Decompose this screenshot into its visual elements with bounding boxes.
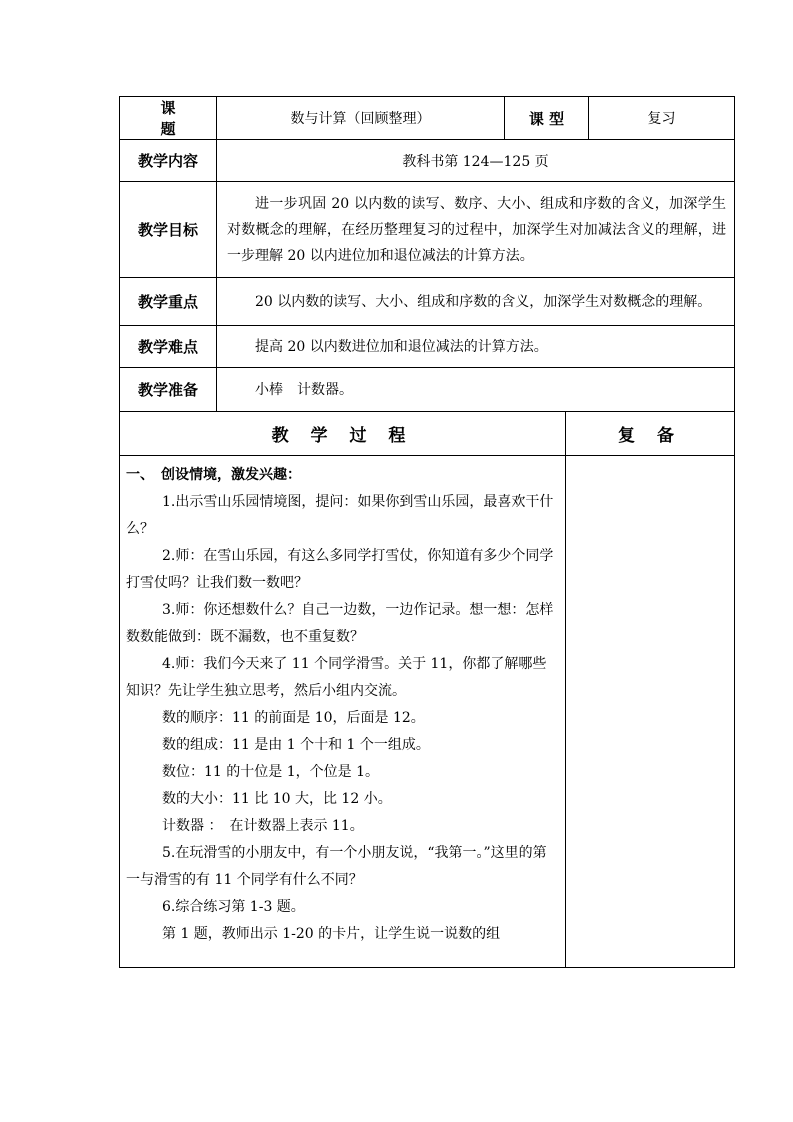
process-line: 6.综合练习第 1-3 题。 — [162, 899, 305, 915]
goal-value: 进一步巩固 20 以内数的读写、数序、大小、组成和序数的含义，加深学生对数概念的理解，在经历整理复习的过程中，加深学生对加减法含义的理解，进一步理解 20 以内进位加和退位减法的计算方法。 — [227, 195, 727, 264]
prep-value: 小棒 计数器。 — [255, 381, 353, 398]
process-line: 1.出示雪山乐园情境图，提问：如果你到雪山乐园，最喜欢干什么？ — [126, 494, 554, 537]
process-line: 第 1 题，教师出示 1-20 的卡片，让学生说一说数的组 — [162, 926, 501, 942]
difficulty-row — [120, 326, 735, 368]
process-line: 计数器 ： 在计数器上表示 11。 — [162, 818, 364, 834]
topic-row — [120, 97, 735, 140]
type-value: 复习 — [589, 97, 735, 140]
key-label: 教学重点 — [120, 278, 217, 326]
process-line: 数的顺序：11 的前面是 10，后面是 12。 — [162, 710, 425, 726]
process-line: 4.师：我们今天来了 11 个同学滑雪。关于 11，你都了解哪些知识？先让学生独立思考，然后小组内交流。 — [126, 656, 547, 699]
difficulty-label: 教学难点 — [120, 326, 217, 368]
topic-value: 数与计算（回顾整理） — [217, 97, 505, 140]
prep-label: 教学准备 — [120, 368, 217, 412]
goal-row — [120, 182, 735, 278]
process-content — [120, 456, 566, 968]
process-title: 教 学 过 程 — [120, 412, 566, 456]
process-line: 3.师：你还想数什么？自己一边数，一边作记录。想一想：怎样数数能做到：既不漏数，也不重复数？ — [126, 602, 554, 645]
prep-row — [120, 368, 735, 412]
content-label: 教学内容 — [120, 140, 217, 182]
process-body-row — [120, 456, 735, 968]
review-notes-cell — [566, 456, 735, 968]
process-line: 数的组成：11 是由 1 个十和 1 个一组成。 — [162, 737, 430, 753]
goal-label: 教学目标 — [120, 182, 217, 278]
key-row — [120, 278, 735, 326]
process-line: 数的大小：11 比 10 大，比 12 小。 — [162, 791, 392, 807]
lesson-plan-table — [119, 96, 735, 968]
process-header-row — [120, 412, 735, 456]
type-label: 课 型 — [505, 97, 589, 140]
difficulty-value: 提高 20 以内数进位加和退位减法的计算方法。 — [255, 338, 548, 355]
content-value: 教科书第 124—125 页 — [217, 140, 735, 182]
process-line: 2.师：在雪山乐园，有这么多同学打雪仗，你知道有多少个同学打雪仗吗？让我们数一数吧？ — [126, 548, 554, 591]
topic-label: 课 题 — [120, 97, 217, 140]
content-row — [120, 140, 735, 182]
process-line: 5.在玩滑雪的小朋友中，有一个小朋友说，“我第一。”这里的第一与滑雪的有 11 个同学有什么不同？ — [126, 845, 547, 888]
review-title: 复 备 — [566, 412, 735, 456]
key-value: 20 以内数的读写、大小、组成和序数的含义，加深学生对数概念的理解。 — [255, 293, 712, 310]
section-title: 一、 创设情境，激发兴趣： — [126, 467, 301, 483]
process-line: 数位：11 的十位是 1，个位是 1。 — [162, 764, 379, 780]
